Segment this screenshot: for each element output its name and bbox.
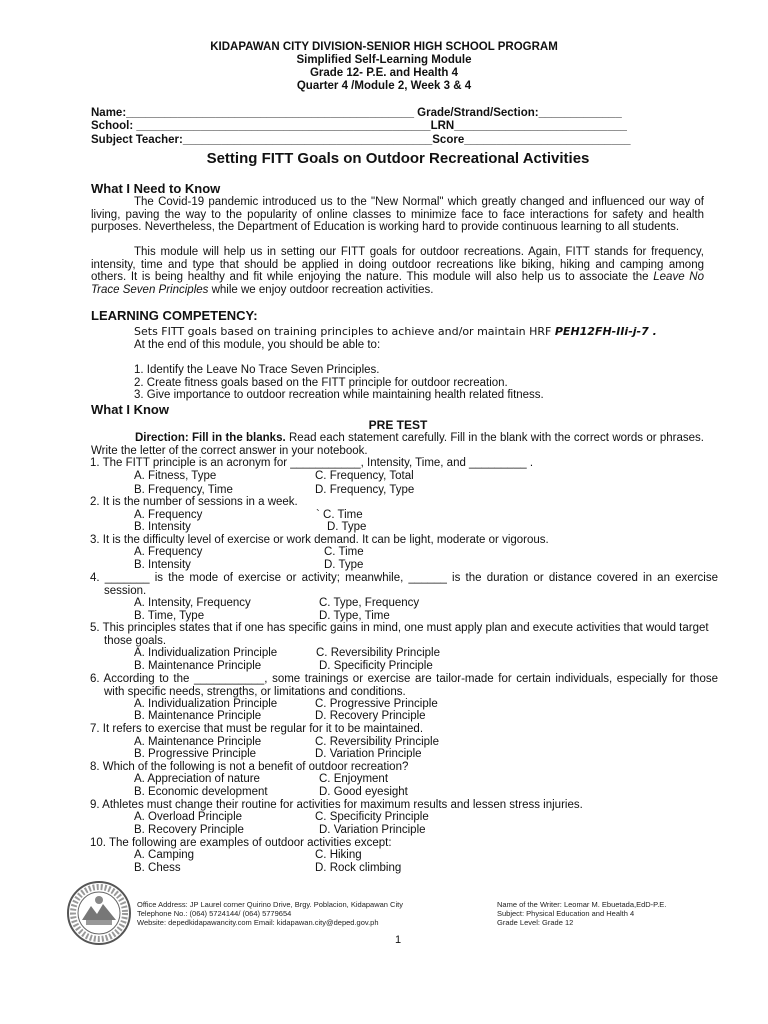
direction-text: Read each statement carefully. Fill in the blank with the correct words or phrases. Write the letter of the correct answer in your notebook.: [91, 432, 704, 457]
section-learning-competency: LEARNING COMPETENCY:: [91, 308, 258, 323]
q2-option-d: D. Type: [327, 521, 367, 533]
q6-option-c: C. Progressive Principle: [315, 698, 438, 710]
q5-option-a: A. Individualization Principle: [134, 647, 278, 659]
module-title: Setting FITT Goals on Outdoor Recreational Activities: [206, 150, 590, 167]
footer-website: Website: depedkidapawancity.com Email: kidapawan.city@deped.gov.ph: [137, 918, 379, 927]
q6-option-d: D. Recovery Principle: [315, 710, 426, 722]
leave-no-trace-emphasis: Leave No Trace Seven Principles: [91, 271, 704, 296]
q8-option-a: A. Appreciation of nature: [134, 773, 260, 785]
question-7: 7. It refers to exercise that must be regular for it to be maintained.: [90, 723, 424, 735]
footer-grade-level: Grade Level: Grade 12: [497, 918, 574, 927]
q2-option-c: ` C. Time: [316, 509, 363, 521]
header-quarter: Quarter 4 /Module 2, Week 3 & 4: [296, 80, 472, 92]
q9-option-a: A. Overload Principle: [134, 811, 243, 823]
footer-telephone: Telephone No.: (064) 5724144/ (064) 5779654: [137, 909, 292, 918]
q7-option-a: A. Maintenance Principle: [134, 736, 262, 748]
q8-option-d: D. Good eyesight: [319, 786, 408, 798]
name-field: Name:_____________________________________________ Grade/Strand/Section:_____________: [91, 107, 622, 119]
direction-label: Direction: Fill in the blanks.: [135, 432, 286, 444]
q2-option-b: B. Intensity: [134, 521, 191, 533]
section-what-i-know: What I Know: [91, 402, 169, 417]
question-10: 10. The following are examples of outdoor activities except:: [90, 837, 392, 849]
question-2: 2. It is the number of sessions in a week.: [90, 496, 298, 508]
q1-option-d: D. Frequency, Type: [315, 484, 415, 496]
section-need-to-know: What I Need to Know: [91, 181, 221, 196]
q10-option-b: B. Chess: [134, 862, 181, 874]
q3-option-c: C. Time: [324, 546, 364, 558]
pretest-direction: [91, 432, 704, 457]
q5-option-b: B. Maintenance Principle: [134, 660, 262, 672]
header-module-type: Simplified Self-Learning Module: [296, 54, 472, 66]
competency-statement: [134, 325, 657, 338]
q4-option-b: B. Time, Type: [134, 610, 205, 622]
q9-option-d: D. Variation Principle: [319, 824, 426, 836]
q5-option-d: D. Specificity Principle: [319, 660, 433, 672]
question-3: 3. It is the difficulty level of exercise or work demand. It can be light, moderate or vigorous.: [90, 534, 549, 546]
q3-option-a: A. Frequency: [134, 546, 203, 558]
header-division: KIDAPAWAN CITY DIVISION-SENIOR HIGH SCHOOL PROGRAM: [210, 41, 558, 53]
footer-subject: Subject: Physical Education and Health 4: [497, 909, 635, 918]
header-grade: Grade 12- P.E. and Health 4: [309, 67, 459, 79]
question-6: 6. According to the ___________, some trainings or exercise are tailor-made for certain individuals, especially for those with specific needs, strengths, or limitations and conditions.: [90, 673, 718, 698]
q6-option-b: B. Maintenance Principle: [134, 710, 262, 722]
page-number: 1: [394, 934, 402, 946]
q10-option-c: C. Hiking: [315, 849, 362, 861]
q8-option-c: C. Enjoyment: [319, 773, 389, 785]
competency-code: PEH12FH-IIi-j-7 .: [554, 325, 657, 338]
question-8: 8. Which of the following is not a benefit of outdoor recreation?: [90, 761, 409, 773]
school-field: School: ______________________________________________LRN___________________________: [91, 120, 627, 132]
need-to-know-paragraph-1: The Covid-19 pandemic introduced us to the "New Normal" which greatly changed and influenced our way of living, paving the way to the popularity of online classes to minimize face to face interactions for safety and health purposes. Nevertheless, the Department of Education is working hard to provide continuous learning to all students.: [91, 196, 704, 234]
question-4: 4. _______ is the mode of exercise or activity; meanwhile, ______ is the duration or distance covered in an exercise session.: [90, 572, 718, 597]
q7-option-b: B. Progressive Principle: [134, 748, 257, 760]
question-5: 5. This principles states that if one has specific gains in mind, one must apply plan and execute activities that would target those goals.: [90, 622, 709, 647]
objective-1: 1. Identify the Leave No Trace Seven Principles.: [134, 364, 380, 376]
q5-option-c: C. Reversibility Principle: [316, 647, 440, 659]
q9-option-b: B. Recovery Principle: [134, 824, 244, 836]
q6-option-a: A. Individualization Principle: [134, 698, 278, 710]
q7-option-d: D. Variation Principle: [315, 748, 422, 760]
pretest-heading: PRE TEST: [368, 418, 428, 432]
objectives-intro: At the end of this module, you should be able to:: [134, 339, 381, 351]
q4-option-a: A. Intensity, Frequency: [134, 597, 251, 609]
q4-option-d: D. Type, Time: [319, 610, 390, 622]
q7-option-c: C. Reversibility Principle: [315, 736, 439, 748]
q1-option-a: A. Fitness, Type: [134, 470, 217, 482]
q1-option-b: B. Frequency, Time: [134, 484, 233, 496]
q8-option-b: B. Economic development: [134, 786, 268, 798]
need-to-know-paragraph-2: [91, 246, 704, 296]
q9-option-c: C. Specificity Principle: [315, 811, 429, 823]
paragraph-2-text: This module will help us in setting our FITT goals for outdoor recreations. Again, FITT stands for frequency, intensity, time and type that should be applied in doing outdoor recreations like biking, hiking and camping among others. It is being healthy and fit while enjoying the nature. This module will also help us to associate the: [91, 246, 704, 284]
question-9: 9. Athletes must change their routine for activities for maximum results and lessen stress injuries.: [90, 799, 583, 811]
objective-2: 2. Create fitness goals based on the FITT principle for outdoor recreation.: [134, 377, 508, 389]
q10-option-d: D. Rock climbing: [315, 862, 402, 874]
teacher-field: Subject Teacher:_______________________________________Score__________________________: [91, 134, 631, 146]
q3-option-b: B. Intensity: [134, 559, 191, 571]
paragraph-2-end: while we enjoy outdoor recreation activities.: [208, 283, 434, 296]
competency-text: Sets FITT goals based on training principles to achieve and/or maintain HRF: [134, 325, 555, 338]
q1-option-c: C. Frequency, Total: [315, 470, 414, 482]
q2-option-a: A. Frequency: [134, 509, 203, 521]
q3-option-d: D. Type: [324, 559, 364, 571]
q4-option-c: C. Type, Frequency: [319, 597, 420, 609]
footer-address: Office Address: JP Laurel corner Quirino Drive, Brgy. Poblacion, Kidapawan City: [137, 900, 403, 909]
question-1: 1. The FITT principle is an acronym for ___________, Intensity, Time, and _________ .: [90, 457, 534, 469]
footer-writer: Name of the Writer: Leomar M. Ebuetada,EdD-P.E.: [497, 900, 667, 909]
q10-option-a: A. Camping: [134, 849, 195, 861]
objective-3: 3. Give importance to outdoor recreation while maintaining health related fitness.: [134, 389, 544, 401]
